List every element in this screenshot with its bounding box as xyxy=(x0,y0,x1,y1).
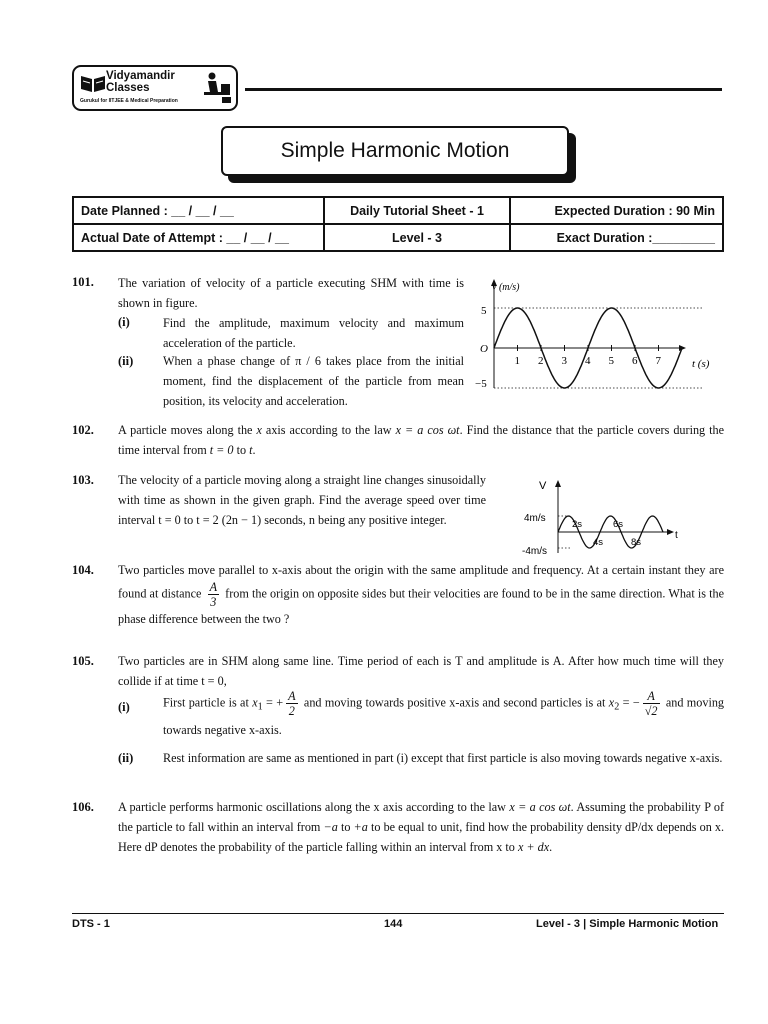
brand-line2: Classes xyxy=(106,82,150,94)
date-planned: Date Planned : __ / __ / __ xyxy=(73,197,324,224)
q105-text: Two particles are in SHM along same line. Time period of each is T and amplitude is A. After how much time will they collide if at time t = 0, xyxy=(118,654,724,688)
q101-ii-text-a: When a phase change of xyxy=(163,354,291,368)
q105-x1-eq: = + xyxy=(266,695,284,710)
q106-neg-a: −a xyxy=(323,820,338,834)
q104-text-a: Two particles move parallel to x-axis about the origin with the same amplitude and frequency. At a certain instant they are found at distance xyxy=(118,563,724,601)
level: Level - 3 xyxy=(324,224,510,251)
q105-i-text-a: First particle is at xyxy=(163,695,249,710)
graph1-ylabel: v (m/s) xyxy=(492,282,520,293)
q102-text-b: axis according to the law xyxy=(265,423,392,437)
info-row-1 xyxy=(73,197,723,224)
q105-i-text xyxy=(163,689,724,741)
graph2-xlabel: t xyxy=(675,530,678,541)
footer-rule xyxy=(72,913,724,914)
graph1-tick-label: 5 xyxy=(608,355,614,367)
graph2-tick-2s: 2s xyxy=(572,519,583,530)
q104-text-b: from the origin on opposite sides but their velocities are found to be in the same direction. What is the phase difference between the two ? xyxy=(118,586,725,626)
book-icon xyxy=(79,72,107,94)
graph1-x-arrow xyxy=(679,345,686,351)
brand-name xyxy=(106,70,175,94)
footer-left: DTS - 1 xyxy=(72,918,110,930)
q104-fraction xyxy=(208,580,219,609)
q102-law: x = a cos ωt xyxy=(395,423,460,437)
q106-law: x = a cos ωt xyxy=(509,800,571,814)
q106-text-b: . Assuming the probability P of the particle to fall within an interval from xyxy=(118,800,725,834)
q105-x2-frac xyxy=(643,689,660,718)
graph2-y-min: -4m/s xyxy=(522,546,547,557)
footer-right: Level - 3 | Simple Harmonic Motion xyxy=(536,918,719,930)
q105-number: 105. xyxy=(72,654,94,668)
q105-ii-label: (ii) xyxy=(118,751,134,765)
q102-text-e: . xyxy=(252,443,256,457)
q103-number: 103. xyxy=(72,473,94,487)
q102-var-x: x xyxy=(256,423,262,437)
graph1-tick-label: 4 xyxy=(585,355,591,367)
footer-page-number: 144 xyxy=(384,918,403,930)
graph2-tick-4s: 4s xyxy=(593,537,604,548)
graph1-plot xyxy=(491,279,702,388)
q106-x-dx: x + dx xyxy=(517,840,550,854)
q105-x2-eq: = − xyxy=(622,695,640,710)
q106-number: 106. xyxy=(72,800,94,814)
graph2-y-max: 4m/s xyxy=(524,513,546,524)
q105-x1-den: 2 xyxy=(288,704,295,718)
brand-tagline: Gurukul for IITJEE & Medical Preparation xyxy=(80,98,178,104)
exact-duration: Exact Duration :_________ xyxy=(510,224,723,251)
q105-x2-num: A xyxy=(643,689,660,704)
q104-text xyxy=(118,560,724,629)
graph1-origin: O xyxy=(480,343,488,355)
q106-text-d: to be equal to unit, find how the probability density dP/dx depends on x. Here dP denotes the probability of the particle falling within an interval from x to xyxy=(118,820,725,854)
graph-velocity-time-2 xyxy=(515,475,715,557)
q101-ii-text-b: takes place from the initial moment, find the displacement of the particle from mean position, its velocity and acceleration. xyxy=(163,354,465,408)
q101-ii-text xyxy=(163,351,464,411)
q106-text-a: A particle performs harmonic oscillations along the x axis according to the law xyxy=(118,800,506,814)
graph1-y-min: −5 xyxy=(475,378,487,390)
q101-ii-label: (ii) xyxy=(118,354,134,368)
header-rule xyxy=(245,88,722,91)
q102-t0: t = 0 xyxy=(209,443,234,457)
info-table xyxy=(72,196,724,252)
brand-logo xyxy=(72,65,238,111)
q102-text xyxy=(118,420,724,460)
q102-text-a: A particle moves along the xyxy=(118,423,253,437)
q105-ii-text: Rest information are same as mentioned in part (i) except that first particle is also moving towards negative x-axis. xyxy=(163,751,723,765)
q105-x2-sub: 2 xyxy=(614,701,620,713)
q105-x1: x xyxy=(252,695,258,710)
info-row-2 xyxy=(73,224,723,251)
q105-i-text-c: and moving towards negative x-axis. xyxy=(163,695,725,737)
graph1-tick-label: 3 xyxy=(561,355,567,367)
graph1-tick-label: 6 xyxy=(632,355,638,367)
graph2-ylabel: V xyxy=(539,480,547,492)
graph1-y-max: 5 xyxy=(481,305,487,317)
q105-i-label: (i) xyxy=(118,700,130,714)
graph2-tick-6s: 6s xyxy=(613,519,624,530)
actual-date: Actual Date of Attempt : __ / __ / __ xyxy=(73,224,324,251)
brand-line1: Vidyamandir xyxy=(106,70,175,82)
q105-x1-frac xyxy=(286,689,297,718)
q101-phase: π / 6 xyxy=(295,354,321,368)
q104-frac-den: 3 xyxy=(210,595,217,609)
graph2-y-arrow xyxy=(555,480,561,487)
q101-number: 101. xyxy=(72,275,94,289)
q105-i-text-b: and moving towards positive x-axis and second particles is at xyxy=(303,695,606,710)
q106-text-e: . xyxy=(549,840,553,854)
student-at-desk-icon xyxy=(202,70,234,104)
q105-x2-den: √2 xyxy=(644,704,658,718)
q106-text xyxy=(118,797,724,857)
graph-velocity-time-1 xyxy=(470,270,720,400)
q102-text-d: to xyxy=(236,443,247,457)
q104-frac-num: A xyxy=(209,580,218,594)
q101-text: The variation of velocity of a particle executing SHM with time is shown in figure. xyxy=(118,276,464,310)
graph2-x-arrow xyxy=(667,529,674,535)
q102-number: 102. xyxy=(72,423,94,437)
q104-number: 104. xyxy=(72,563,94,577)
graph1-xlabel: t (s) xyxy=(692,358,710,370)
q101-i-text: Find the amplitude, maximum velocity and maximum acceleration of the particle. xyxy=(163,316,464,350)
graph1-tick-label: 7 xyxy=(655,355,661,367)
q105-x1-num: A xyxy=(288,689,296,703)
q105-x2: x xyxy=(608,695,615,710)
q101-i-label: (i) xyxy=(118,315,130,329)
q105-x1-sub: 1 xyxy=(257,701,263,713)
graph2-tick-8s: 8s xyxy=(631,537,642,548)
q106-pos-a: +a xyxy=(353,820,368,834)
graph2-plot xyxy=(555,480,674,553)
page-title: Simple Harmonic Motion xyxy=(221,126,569,176)
sheet-name: Daily Tutorial Sheet - 1 xyxy=(324,197,510,224)
q103-text: The velocity of a particle moving along a straight line changes sinusoidally with time as shown in the given graph. Find the average speed over time interval t = 0 to t = 2 (2n − 1) seconds, n being any positive integer. xyxy=(118,473,486,527)
q102-t1: t xyxy=(249,443,253,457)
graph1-tick-label: 1 xyxy=(514,355,520,367)
graph1-tick-label: 2 xyxy=(538,355,544,367)
q106-text-c: to xyxy=(340,820,351,834)
q102-text-c: . Find the distance that the particle covers during the time interval from xyxy=(118,423,725,457)
expected-duration: Expected Duration : 90 Min xyxy=(510,197,723,224)
